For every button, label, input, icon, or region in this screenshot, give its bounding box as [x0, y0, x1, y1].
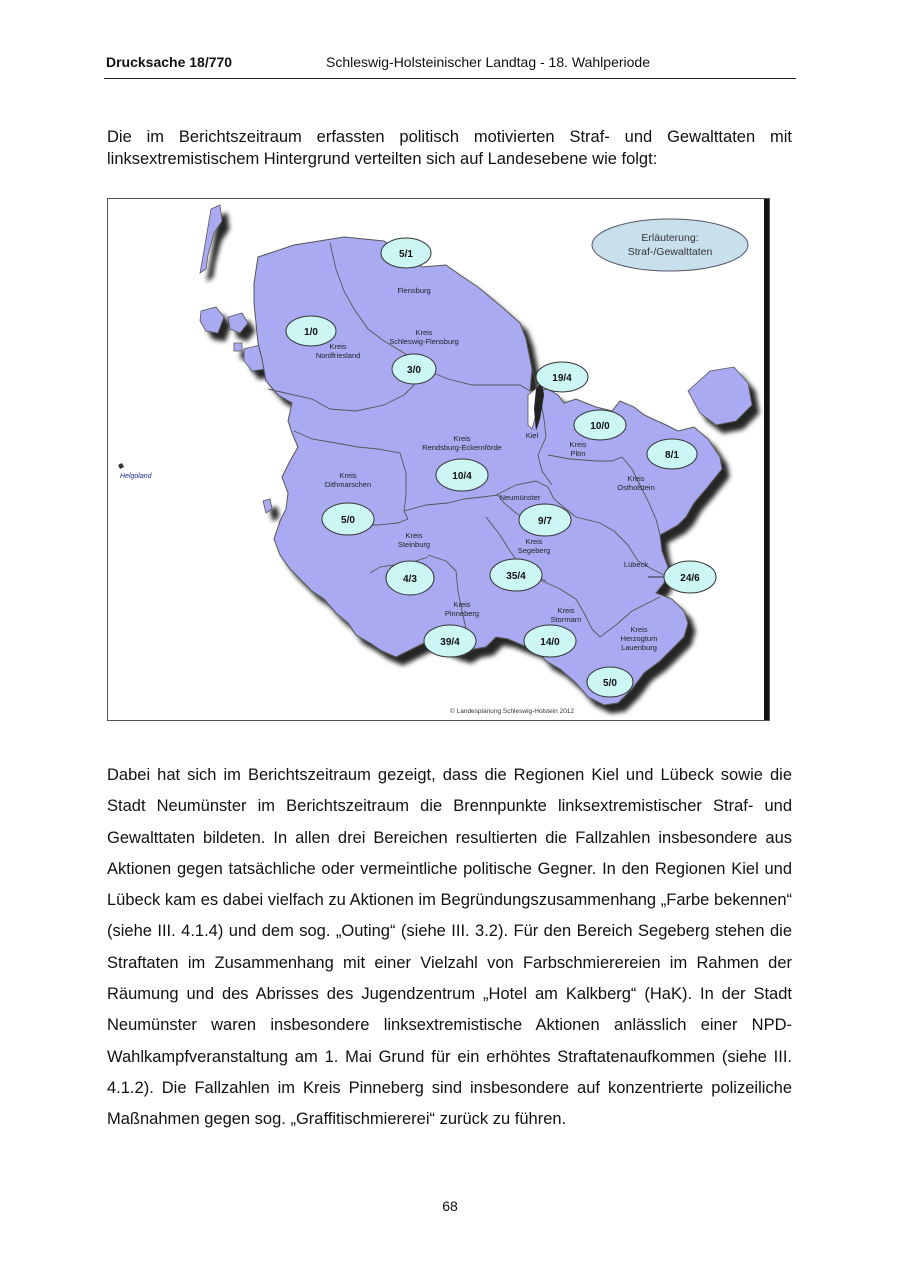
label-ploen-2: Plön — [570, 449, 586, 458]
label-segeberg-2: Segeberg — [517, 546, 551, 555]
island-hallig — [234, 343, 242, 351]
label-nordfriesland-2: Nordfriesland — [315, 351, 361, 360]
count-dithmarschen: 5/0 — [341, 515, 355, 526]
count-nordfriesland: 1/0 — [304, 327, 318, 338]
page-number: 68 — [442, 1198, 458, 1214]
page-header — [104, 52, 796, 79]
legend-line2: Straf-/Gewalttaten — [627, 246, 713, 258]
map-copyright: © Landesplanung Schleswig-Holstein 2012 — [450, 708, 575, 715]
label-ostholstein-1: Kreis — [627, 474, 645, 483]
label-flensburg: Flensburg — [397, 286, 431, 295]
label-nordfriesland-1: Kreis — [329, 342, 347, 351]
count-kiel: 19/4 — [552, 373, 572, 384]
helgoland-island — [118, 463, 124, 469]
count-lauenburg: 5/0 — [603, 678, 617, 689]
label-luebeck: Lübeck — [623, 560, 649, 569]
map-edge — [764, 199, 769, 720]
legend-ellipse — [592, 219, 748, 271]
label-rendsburg-1: Kreis — [453, 434, 471, 443]
count-segeberg: 35/4 — [506, 571, 526, 582]
map-svg — [108, 199, 769, 720]
label-schleswig-2: Schleswig-Flensburg — [389, 337, 459, 346]
label-stormarn-2: Stormarn — [550, 615, 582, 624]
count-stormarn: 14/0 — [540, 637, 560, 648]
count-schleswig-flensburg: 3/0 — [407, 365, 421, 376]
label-dithmarschen-2: Dithmarschen — [324, 480, 372, 489]
label-helgoland: Helgoland — [120, 473, 152, 480]
label-rendsburg-2: Rendsburg-Eckernförde — [422, 443, 502, 452]
label-lauenburg-2: Herzogtum — [620, 634, 658, 643]
label-schleswig-1: Kreis — [415, 328, 433, 337]
label-lauenburg-1: Kreis — [630, 625, 648, 634]
label-lauenburg-3: Lauenburg — [621, 643, 657, 652]
label-dithmarschen-1: Kreis — [339, 471, 357, 480]
count-steinburg: 4/3 — [403, 574, 417, 585]
intro-paragraph: Die im Berichtszeitraum erfassten politisch motivierten Straf- und Gewalttaten mit linksextremistischem Hintergrund verteilten sich auf Landesebene wie folgt: — [107, 128, 792, 168]
label-ploen-1: Kreis — [569, 440, 587, 449]
island-foehr — [200, 307, 224, 333]
label-stormarn-1: Kreis — [557, 606, 575, 615]
document-number: Drucksache 18/770 — [106, 54, 233, 70]
count-rendsburg-eckernfoerde: 10/4 — [452, 471, 472, 482]
label-ostholstein-2: Ostholstein — [617, 483, 655, 492]
label-segeberg-1: Kreis — [525, 537, 543, 546]
label-steinburg-1: Kreis — [405, 531, 423, 540]
count-ploen: 10/0 — [590, 421, 610, 432]
island-amrum — [228, 313, 248, 333]
count-flensburg: 5/1 — [399, 249, 413, 260]
count-pinneberg: 39/4 — [440, 637, 460, 648]
legend-line1: Erläuterung: — [641, 232, 699, 244]
label-pinneberg-1: Kreis — [453, 600, 471, 609]
count-ostholstein: 8/1 — [665, 450, 679, 461]
label-pinneberg-2: Pinneberg — [444, 609, 480, 618]
island-trischen — [263, 499, 272, 513]
parliament-title: Schleswig-Holsteinischer Landtag - 18. Wahlperiode — [326, 54, 650, 70]
crime-map — [107, 198, 770, 721]
body-paragraph: Dabei hat sich im Berichtszeitraum gezeigt, dass die Regionen Kiel und Lübeck sowie die Stadt Neumünster im Berichtszeitraum die Brennpunkte linksextremistischer Straf- und Gewalttaten bildeten. In allen drei Bereichen resultierten die Fallzahlen insbesondere aus Aktionen gegen tatsächliche oder vermeintliche politische Gegner. In den Regionen Kiel und Lübeck kam es dabei vielfach zu Aktionen im Begründungszusammenhang „Farbe bekennen“ (siehe III. 4.1.4) und dem sog. „Outing“ (siehe III. 3.2). Für den Bereich Segeberg stehen die Straftaten im Zusammenhang mit einer Vielzahl von Farbschmierereien im Rahmen der Räumung und des Abrisses des Jugendzentrum „Hotel am Kalkberg“ (HaK). In der Stadt Neumünster waren insbesondere linksextremistische Aktionen anlässlich einer NPD-Wahlkampfveranstaltung am 1. Mai Grund für ein erhöhtes Straftatenaufkommen (siehe III. 4.1.2). Die Fallzahlen im Kreis Pinneberg sind insbesondere auf konzentrierte polizeiliche Maßnahmen gegen sog. „Graffitischmiererei“ zurück zu führen. — [107, 766, 792, 1129]
label-neumuenster: Neumünster — [499, 493, 541, 502]
island-fehmarn — [688, 367, 752, 425]
island-sylt — [200, 205, 222, 273]
label-steinburg-2: Steinburg — [397, 540, 431, 549]
count-neumuenster: 9/7 — [538, 516, 552, 527]
label-kiel: Kiel — [525, 431, 539, 440]
helgoland-marker — [118, 463, 153, 480]
count-luebeck: 24/6 — [680, 573, 700, 584]
